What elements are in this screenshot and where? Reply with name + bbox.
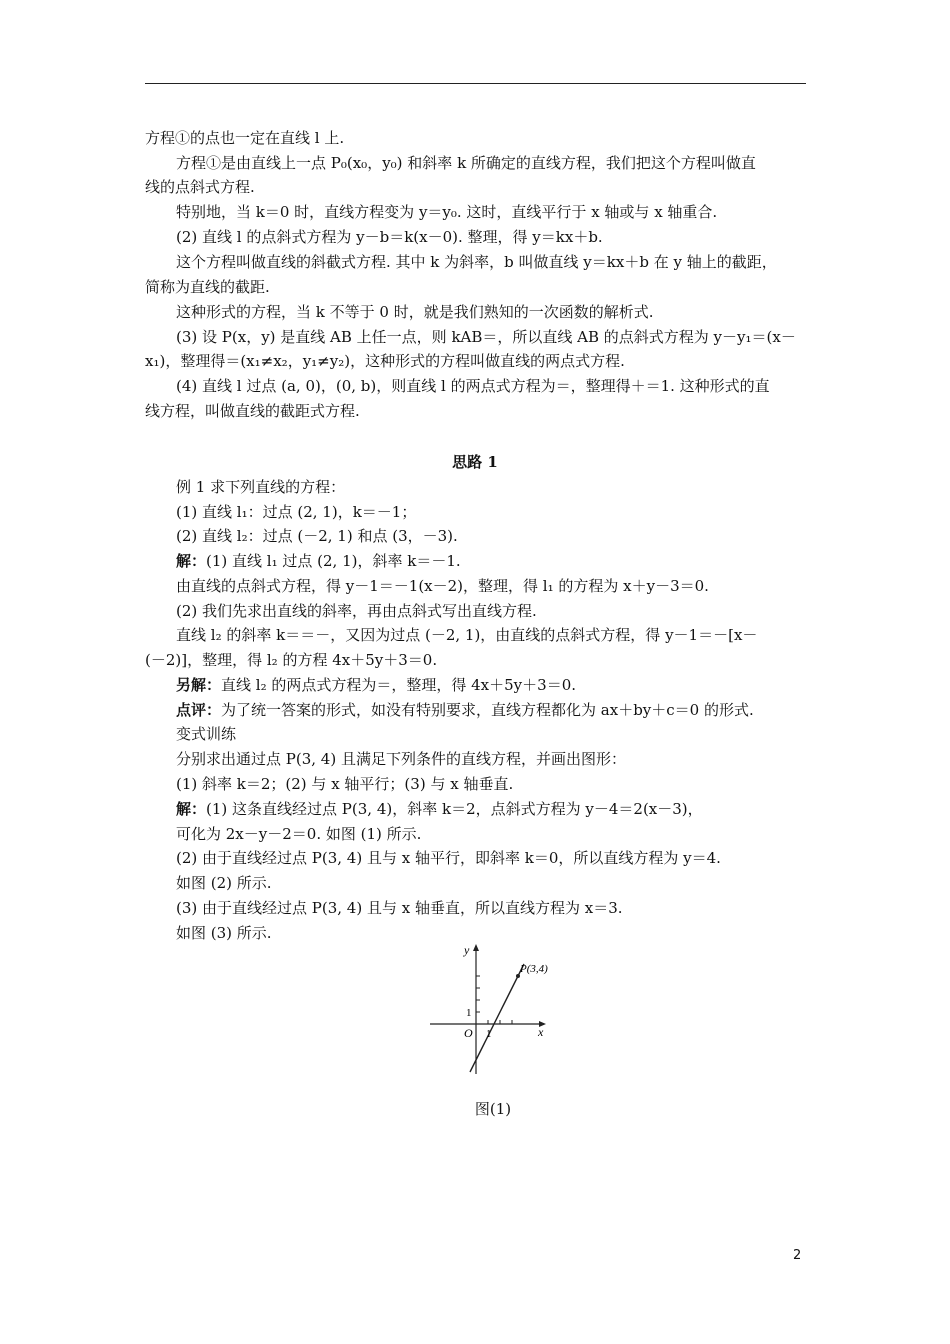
text-line: 如图 (3) 所示. <box>176 924 272 942</box>
text-line: 这种形式的方程，当 k 不等于 0 时，就是我们熟知的一次函数的解析式. <box>176 303 654 321</box>
header-rule <box>145 83 806 84</box>
text-line <box>176 700 754 720</box>
text-line: (3) 由于直线经过点 P(3, 4) 且与 x 轴垂直，所以直线方程为 x＝3. <box>176 899 623 917</box>
text-line: 分别求出通过点 P(3, 4) 且满足下列条件的直线方程，并画出图形： <box>176 750 626 768</box>
text-line: 例 1 求下列直线的方程： <box>176 478 346 496</box>
text-line: 方程①的点也一定在直线 l 上. <box>145 129 345 147</box>
point-label: P(3,4) <box>520 963 548 975</box>
y-axis-label: y <box>464 943 470 957</box>
text-line: 特别地，当 k＝0 时，直线方程变为 y＝y₀. 这时，直线平行于 x 轴或与 x 轴重合. <box>176 203 718 221</box>
text-line: (1) 直线 l₁：过点 (2, 1)，k＝－1； <box>176 503 417 521</box>
text-line: 可化为 2x－y－2＝0. 如图 (1) 所示. <box>176 825 422 843</box>
text-line <box>176 551 461 571</box>
text-line: 方程①是由直线上一点 P₀(x₀，y₀) 和斜率 k 所确定的直线方程，我们把这个方程叫做直 <box>176 154 756 172</box>
text-span: 直线 l₂ 的两点式方程为＝，整理，得 4x＋5y＋3＝0. <box>221 676 577 694</box>
solution-label: 解： <box>176 552 207 570</box>
x-one-label: 1 <box>486 1028 492 1040</box>
text-line: (1) 斜率 k＝2；(2) 与 x 轴平行；(3) 与 x 轴垂直. <box>176 775 514 793</box>
section-heading: 思路 1 <box>452 453 498 471</box>
text-line: 这个方程叫做直线的斜截式方程. 其中 k 为斜率，b 叫做直线 y＝kx＋b 在 y 轴上的截距， <box>176 253 777 271</box>
text-line: 如图 (2) 所示. <box>176 874 272 892</box>
text-line: 线方程，叫做直线的截距式方程. <box>145 402 360 420</box>
coordinate-figure <box>422 940 557 1080</box>
text-span: (1) 直线 l₁ 过点 (2, 1)，斜率 k＝－1. <box>206 552 461 570</box>
text-line: (2) 直线 l₂：过点 (－2, 1) 和点 (3，－3). <box>176 527 458 545</box>
line-graph <box>470 964 524 1072</box>
text-line: (4) 直线 l 过点 (a, 0)，(0, b)，则直线 l 的两点式方程为＝，整理得＋＝1. 这种形式的直 <box>176 377 770 395</box>
text-line: (2) 直线 l 的点斜式方程为 y－b＝k(x－0). 整理，得 y＝kx＋b. <box>176 228 603 246</box>
text-line: (－2)]，整理，得 l₂ 的方程 4x＋5y＋3＝0. <box>145 651 438 669</box>
comment-label: 点评： <box>176 701 222 719</box>
y-axis-arrow <box>473 944 479 951</box>
text-span: 为了统一答案的形式，如没有特别要求，直线方程都化为 ax＋by＋c＝0 的形式. <box>221 701 754 719</box>
text-line: (3) 设 P(x，y) 是直线 AB 上任一点，则 kAB＝，所以直线 AB 的点斜式方程为 y－y₁＝(x－ <box>176 328 796 346</box>
page-number: 2 <box>793 1248 802 1263</box>
text-line: (2) 由于直线经过点 P(3, 4) 且与 x 轴平行，即斜率 k＝0，所以直线方程为 y＝4. <box>176 849 721 867</box>
text-line <box>176 675 576 695</box>
origin-label: O <box>464 1026 473 1040</box>
text-line: 线的点斜式方程. <box>145 178 255 196</box>
figure-caption: 图(1) <box>474 1100 512 1118</box>
text-line: 简称为直线的截距. <box>145 278 270 296</box>
x-axis-label: x <box>538 1025 544 1039</box>
text-line: 直线 l₂ 的斜率 k＝＝－，又因为过点 (－2, 1)，由直线的点斜式方程，得 y－1＝－[x－ <box>176 626 758 644</box>
text-line: (2) 我们先求出直线的斜率，再由点斜式写出直线方程. <box>176 602 537 620</box>
text-line: 变式训练 <box>176 725 237 743</box>
text-line: x₁)，整理得＝(x₁≠x₂，y₁≠y₂)，这种形式的方程叫做直线的两点式方程. <box>145 352 625 370</box>
solution-label: 解： <box>176 800 207 818</box>
text-line: 由直线的点斜式方程，得 y－1＝－1(x－2)，整理，得 l₁ 的方程为 x＋y－3＝0. <box>176 577 709 595</box>
y-one-label: 1 <box>466 1007 472 1019</box>
text-line <box>176 799 703 819</box>
text-span: (1) 这条直线经过点 P(3, 4)，斜率 k＝2，点斜式方程为 y－4＝2(x－3)， <box>206 800 703 818</box>
alt-solution-label: 另解： <box>176 676 222 694</box>
